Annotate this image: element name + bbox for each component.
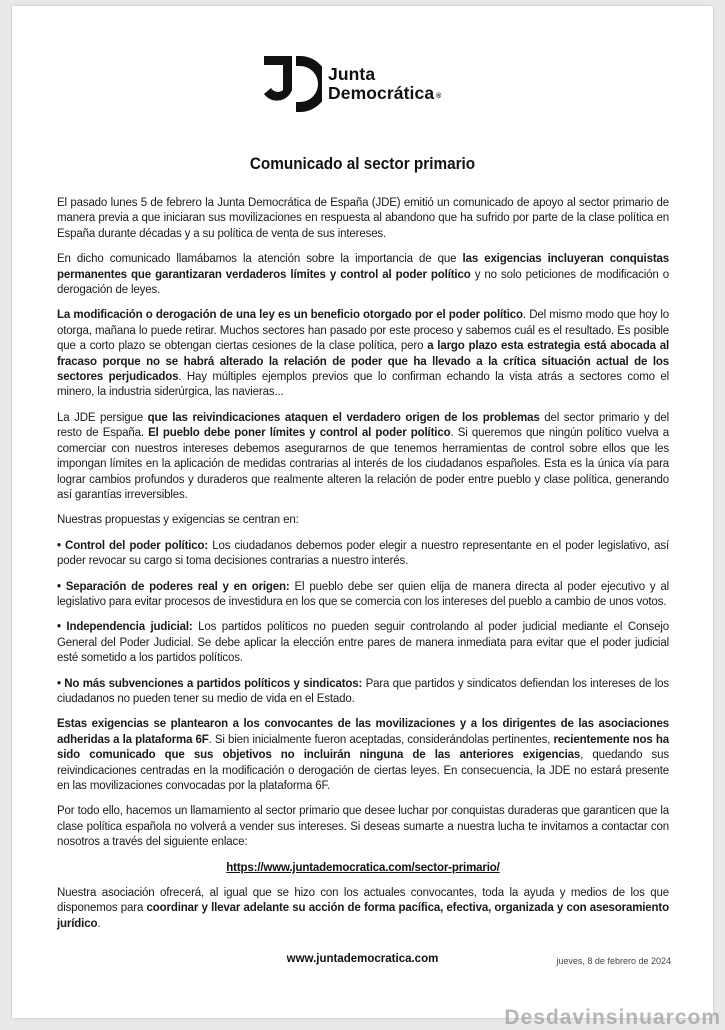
logo-line-1: Junta	[328, 65, 441, 84]
logo-line-2: Democrática	[328, 83, 434, 103]
bullet-item: • Independencia judicial: Los partidos políticos no pueden seguir controlando al poder judicial mediante el Consejo General del Poder Judicial. Se debe aplicar la elección entre pares de manera inmediata para evitar que el poder judicial esté sometido a los partidos políticos.	[57, 620, 669, 666]
footer-url[interactable]: www.juntademocratica.com	[12, 953, 713, 965]
sector-primario-link[interactable]: https://www.juntademocratica.com/sector-primario/	[226, 862, 499, 874]
document-page	[12, 6, 713, 1018]
paragraph-4: La JDE persigue que las reivindicaciones ataquen el verdadero origen de los problemas del sector primario y del resto de España. El pueblo debe poner límites y control al poder político. Si queremos que ningún político vuelva a comerciar con nuestros intereses debemos asegurarnos de que tenemos herramientas de control sobre ellos que les impongan límites en la aplicación de medidas contrarias al interés de los ciudadanos españoles. Esta es la única vía para lograr cambios profundos y duraderos que realmente alteren la relación de poder entre pueblo y clase política, generando así garantías irreversibles.	[57, 411, 669, 503]
paragraph-7: Por todo ello, hacemos un llamamiento al sector primario que desee luchar por conquistas duraderas que garanticen que la clase política española no volverá a vender sus intereses. Si deseas sumarte a nuestra lucha te invitamos a contactar con nosotros a través del siguiente enlace:	[57, 804, 669, 850]
footer-date: jueves, 8 de febrero de 2024	[556, 956, 671, 966]
paragraph-5: Nuestras propuestas y exigencias se centran en:	[57, 513, 669, 528]
paragraph-3: La modificación o derogación de una ley es un beneficio otorgado por el poder político. Del mismo modo que hoy lo otorga, mañana lo puede retirar. Muchos sectores han pasado por este proceso y sabemos cuál es el resultado. Es posible que a corto plazo se obtengan ciertas cesiones de la clase política, pero a largo plazo esta estrategia está abocada al fracaso porque no se habrá alterado la relación de poder que ha llevado a la crítica situación actual de los sectores perjudicados. Hay múltiples ejemplos previos que lo confirman echando la vista atrás a sectores como el minero, la industria siderúrgica, las navieras...	[57, 308, 669, 400]
paragraph-8: Nuestra asociación ofrecerá, al igual que se hizo con los actuales convocantes, toda la ayuda y medios de los que disponemos para coordinar y llevar adelante su acción de forma pacífica, efectiva, organizada y con asesoramiento jurídico.	[57, 886, 669, 932]
paragraph-6: Estas exigencias se plantearon a los convocantes de las movilizaciones y a los dirigentes de las asociaciones adheridas a la plataforma 6F. Si bien inicialmente fueron aceptadas, considerándolas pertinentes, recientemente nos ha sido comunicado que sus objetivos no incluirán ninguna de las anteriores exigencias, quedando sus reivindicaciones centradas en la modificación o derogación de ciertas leyes. En consecuencia, la JDE no estará presente en las movilizaciones convocadas por la plataforma 6F.	[57, 717, 669, 794]
jd-monogram-icon	[260, 54, 322, 114]
paragraph-1: El pasado lunes 5 de febrero la Junta Democrática de España (JDE) emitió un comunicado de apoyo al sector primario de manera previa a que iniciaran sus movilizaciones en respuesta al abandono que ha sufrido por parte de la clase política en España durante décadas y a su política de venta de sus intereses.	[57, 196, 669, 242]
watermark: Desdavinsinuarcom	[504, 1006, 721, 1030]
registered-mark: ®	[436, 93, 441, 100]
junta-democratica-logo	[260, 54, 490, 114]
document-body	[57, 196, 669, 942]
link-paragraph	[57, 861, 669, 876]
logo-wordmark	[328, 65, 441, 106]
page-title: Comunicado al sector primario	[47, 154, 678, 174]
bullet-item: • No más subvenciones a partidos políticos y sindicatos: Para que partidos y sindicatos defiendan los intereses de los ciudadanos no pueden tener su medio de vida en el Estado.	[57, 677, 669, 708]
bullet-item: • Control del poder político: Los ciudadanos debemos poder elegir a nuestro representante en el poder legislativo, así poder revocar su cargo si toma decisiones contrarias a nuestro interés.	[57, 539, 669, 570]
paragraph-2: En dicho comunicado llamábamos la atención sobre la importancia de que las exigencias incluyeran conquistas permanentes que garantizaran verdaderos límites y control al poder político y no solo peticiones de modificación o derogación de leyes.	[57, 252, 669, 298]
bullet-item: • Separación de poderes real y en origen: El pueblo debe ser quien elija de manera directa al poder ejecutivo y al legislativo para evitar procesos de investidura en los que se comercia con los intereses del pueblo a cambio de unos votos.	[57, 580, 669, 611]
